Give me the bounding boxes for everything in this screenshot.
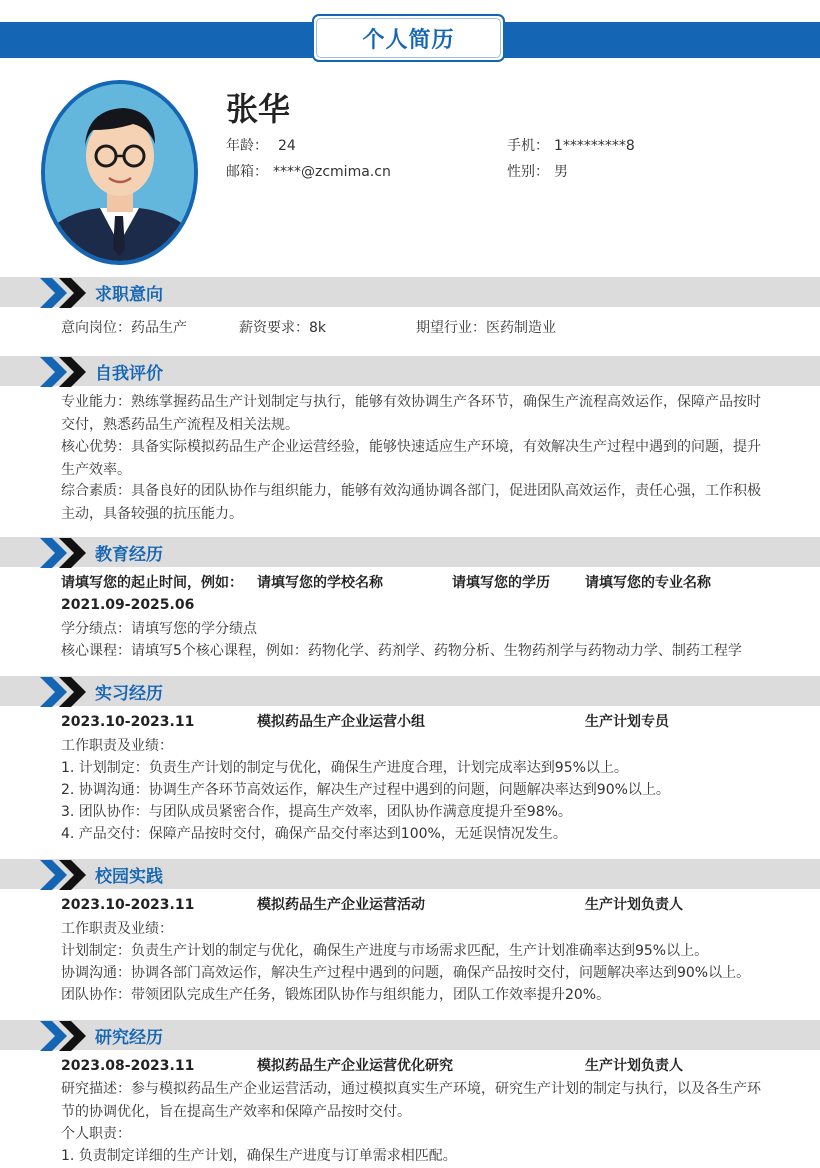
section-title: 求职意向 (95, 285, 163, 305)
section-job-intent (0, 277, 820, 307)
avatar-portrait (45, 84, 194, 261)
campus-item: 计划制定：负责生产计划的制定与优化，确保生产进度与市场需求匹配，生产计划准确率达到95%以上。 (61, 943, 709, 959)
intern-item: 4. 产品交付：保障产品按时交付，确保产品交付率达到100%，无延误情况发生。 (61, 826, 567, 842)
self-eval-item: 核心优势：具备实际模拟药品生产企业运营经验，能够快速适应生产环境，有效解决生产过程中遇到的问题，提升生产效率。 (61, 439, 761, 478)
age-value: 24 (278, 138, 296, 154)
intent-salary: 薪资要求：8k (239, 320, 327, 336)
research-item: 1. 负责制定详细的生产计划，确保生产进度与订单需求相匹配。 (61, 1148, 457, 1164)
double-chevron-icon (40, 1021, 90, 1051)
email-row (226, 161, 391, 181)
resume-title: 个人简历 (316, 18, 501, 58)
campus-item: 协调沟通：协调各部门高效运作，解决生产过程中遇到的问题，确保产品按时交付，问题解决率达到90%以上。 (61, 965, 751, 981)
double-chevron-icon (40, 677, 90, 707)
section-research (0, 1020, 820, 1050)
campus-duty-label: 工作职责及业绩： (61, 921, 173, 937)
intent-industry: 期望行业：医药制造业 (416, 320, 556, 336)
double-chevron-icon (40, 278, 90, 308)
campus-role: 生产计划负责人 (585, 897, 683, 913)
research-duty-label: 个人职责： (61, 1126, 131, 1142)
edu-courses: 核心课程：请填写5个核心课程，例如：药物化学、药剂学、药物分析、生物药剂学与药物动力学、制药工程学 (61, 643, 742, 659)
intern-duty-label: 工作职责及业绩： (61, 738, 173, 754)
section-internship (0, 676, 820, 706)
intern-date: 2023.10-2023.11 (61, 714, 195, 730)
gender-value: 男 (554, 164, 568, 180)
edu-degree: 请填写您的学历 (452, 575, 550, 591)
intern-org: 模拟药品生产企业运营小组 (257, 714, 425, 730)
section-campus-practice (0, 859, 820, 889)
email-value: ****@zcmima.cn (273, 164, 391, 180)
intern-item: 2. 协调沟通：协调生产各环节高效运作，解决生产过程中遇到的问题，问题解决率达到90%以上。 (61, 782, 670, 798)
double-chevron-icon (40, 357, 90, 387)
edu-major: 请填写您的专业名称 (585, 575, 711, 591)
edu-school: 请填写您的学校名称 (257, 575, 383, 591)
campus-date: 2023.10-2023.11 (61, 897, 195, 913)
resume-title-box (312, 14, 505, 62)
intern-item: 3. 团队协作：与团队成员紧密合作，提高生产效率，团队协作满意度提升至98%。 (61, 804, 572, 820)
gender-row (507, 161, 568, 181)
section-title: 实习经历 (95, 684, 163, 704)
research-role: 生产计划负责人 (585, 1058, 683, 1074)
self-eval-item: 综合素质：具备良好的团队协作与组织能力，能够有效沟通协调各部门，促进团队高效运作，责任心强，工作积极主动，具备较强的抗压能力。 (61, 483, 761, 522)
phone-row (507, 135, 635, 155)
section-title: 自我评价 (95, 364, 163, 384)
campus-item: 团队协作：带领团队完成生产任务，锻炼团队协作与组织能力，团队工作效率提升20%。 (61, 987, 611, 1003)
self-eval-item: 专业能力：熟练掌握药品生产计划制定与执行，能够有效协调生产各环节，确保生产流程高效运作，保障产品按时交付，熟悉药品生产流程及相关法规。 (61, 394, 761, 433)
research-org: 模拟药品生产企业运营优化研究 (257, 1058, 453, 1074)
section-title: 教育经历 (95, 545, 163, 565)
profile-photo (41, 80, 198, 265)
intern-item: 1. 计划制定：负责生产计划的制定与优化，确保生产进度合理，计划完成率达到95%以上。 (61, 760, 628, 776)
candidate-name: 张华 (226, 90, 291, 128)
intent-position: 意向岗位：药品生产 (61, 320, 187, 336)
phone-label: 手机： (507, 138, 549, 154)
section-title: 研究经历 (95, 1028, 163, 1048)
phone-value: 1*********8 (554, 138, 635, 154)
age-label: 年龄： (226, 138, 268, 154)
double-chevron-icon (40, 538, 90, 568)
research-date: 2023.08-2023.11 (61, 1058, 195, 1074)
campus-org: 模拟药品生产企业运营活动 (257, 897, 425, 913)
double-chevron-icon (40, 860, 90, 890)
section-self-evaluation (0, 356, 820, 386)
section-title: 校园实践 (95, 867, 163, 887)
email-label: 邮箱： (226, 164, 268, 180)
edu-gpa: 学分绩点：请填写您的学分绩点 (61, 621, 257, 637)
gender-label: 性别： (507, 164, 549, 180)
section-education (0, 537, 820, 567)
research-desc: 研究描述：参与模拟药品生产企业运营活动，通过模拟真实生产环境，研究生产计划的制定与执行，以及各生产环节的协调优化，旨在提高生产效率和保障产品按时交付。 (61, 1081, 761, 1120)
intern-role: 生产计划专员 (585, 714, 669, 730)
edu-time-line1: 请填写您的起止时间，例如： (61, 575, 243, 591)
edu-time-line2: 2021.09-2025.06 (61, 597, 195, 613)
age-row (226, 135, 296, 155)
